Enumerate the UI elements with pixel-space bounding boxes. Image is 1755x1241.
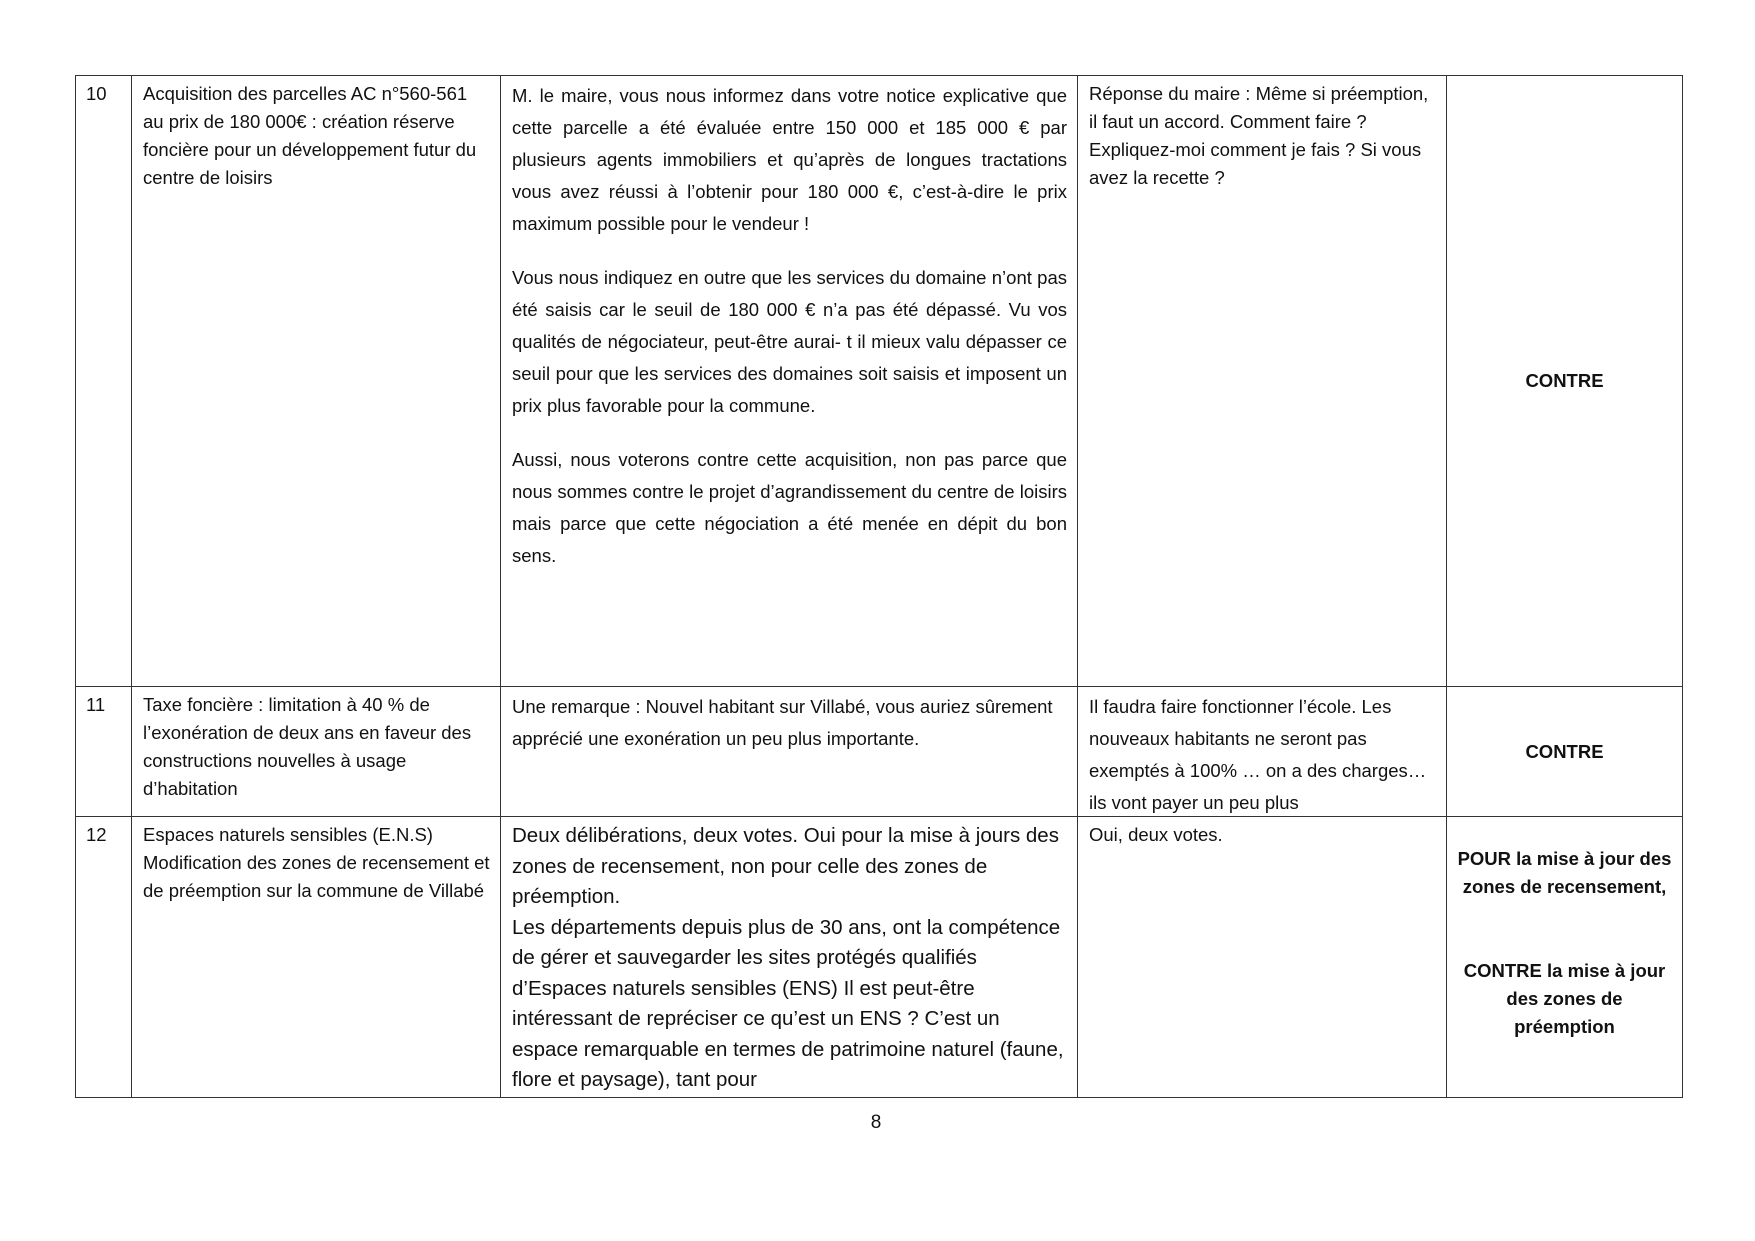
response-text: Il faudra faire fonctionner l’école. Les nouveaux habitants ne seront pas exemptés à 100% … on a des charges…ils vont payer un peu plus bbox=[1089, 696, 1427, 813]
subject-text: Taxe foncière : limitation à 40 % de l’exonération de deux ans en faveur des constructions nouvelles à usage d’habitation bbox=[143, 694, 472, 799]
row-12-response bbox=[1077, 816, 1447, 1098]
subject-text: Espaces naturels sensibles (E.N.S) Modification des zones de recensement et de préemption sur la commune de Villabé bbox=[143, 824, 490, 901]
row-11-subject bbox=[131, 686, 501, 817]
item-number: 12 bbox=[86, 824, 107, 845]
comment-paragraph: Les départements depuis plus de 30 ans, ont la compétence de gérer et sauvegarder les sites protégés qualifiés d’Espaces naturels sensibles (ENS) Il est peut-être intéressant de repréciser ce qu’est un ENS ? C’est un espace remarquable en termes de patrimoine naturel (faune, flore et paysage), tant pour bbox=[512, 915, 1064, 1091]
comment-paragraph: Aussi, nous voterons contre cette acquisition, non pas parce que nous sommes contre le projet d’agrandissement du centre de loisirs mais parce que cette négociation a été menée en dépit du bon sens. bbox=[512, 449, 1067, 566]
response-text: Réponse du maire : Même si préemption, il faut un accord. Comment faire ? Expliquez-moi comment je fais ? Si vous avez la recette ? bbox=[1089, 83, 1429, 188]
row-12-vote bbox=[1446, 816, 1683, 1098]
response-text: Oui, deux votes. bbox=[1089, 824, 1223, 845]
page-number: 8 bbox=[870, 1112, 882, 1133]
row-12-comment bbox=[500, 816, 1078, 1098]
row-10-comment bbox=[500, 75, 1078, 687]
row-10-response bbox=[1077, 75, 1447, 687]
row-11-number bbox=[75, 686, 132, 817]
item-number: 10 bbox=[86, 83, 107, 104]
subject-text: Acquisition des parcelles AC n°560-561 au prix de 180 000€ : création réserve foncière pour un développement futur du centre de loisirs bbox=[143, 83, 477, 188]
row-11-vote bbox=[1446, 686, 1683, 817]
row-10-subject bbox=[131, 75, 501, 687]
comment-paragraph: M. le maire, vous nous informez dans votre notice explicative que cette parcelle a été évaluée entre 150 000 et 185 000 € par plusieurs agents immobiliers et qu’après de longues tractations vous avez réussi à l’obtenir pour 180 000 €, c’est-à-dire le prix maximum possible pour le vendeur ! bbox=[512, 85, 1067, 234]
row-11-comment bbox=[500, 686, 1078, 817]
row-10-number bbox=[75, 75, 132, 687]
item-number: 11 bbox=[86, 694, 106, 715]
comment-paragraph: Vous nous indiquez en outre que les services du domaine n’ont pas été saisis car le seuil de 180 000 € n’a pas été dépassé. Vu vos qualités de négociateur, peut-être aurai- t il mieux valu dépasser ce seuil pour que les services des domaines soit saisis et imposent un prix plus favorable pour la commune. bbox=[512, 267, 1067, 416]
row-10-vote bbox=[1446, 75, 1683, 687]
row-11-response bbox=[1077, 686, 1447, 817]
vote-text: CONTRE bbox=[1525, 370, 1604, 391]
comment-paragraph: Une remarque : Nouvel habitant sur Villabé, vous auriez sûrement apprécié une exonération un peu plus importante. bbox=[512, 696, 1053, 749]
vote-text: CONTRE bbox=[1525, 740, 1604, 762]
row-12-subject bbox=[131, 816, 501, 1098]
comment-paragraph: Deux délibérations, deux votes. Oui pour la mise à jours des zones de recensement, non pour celle des zones de préemption. bbox=[512, 824, 1059, 908]
vote-text-pour: POUR la mise à jour des zones de recensement, bbox=[1457, 848, 1672, 897]
vote-text-contre: CONTRE la mise à jour des zones de préemption bbox=[1463, 960, 1666, 1037]
row-12-number bbox=[75, 816, 132, 1098]
